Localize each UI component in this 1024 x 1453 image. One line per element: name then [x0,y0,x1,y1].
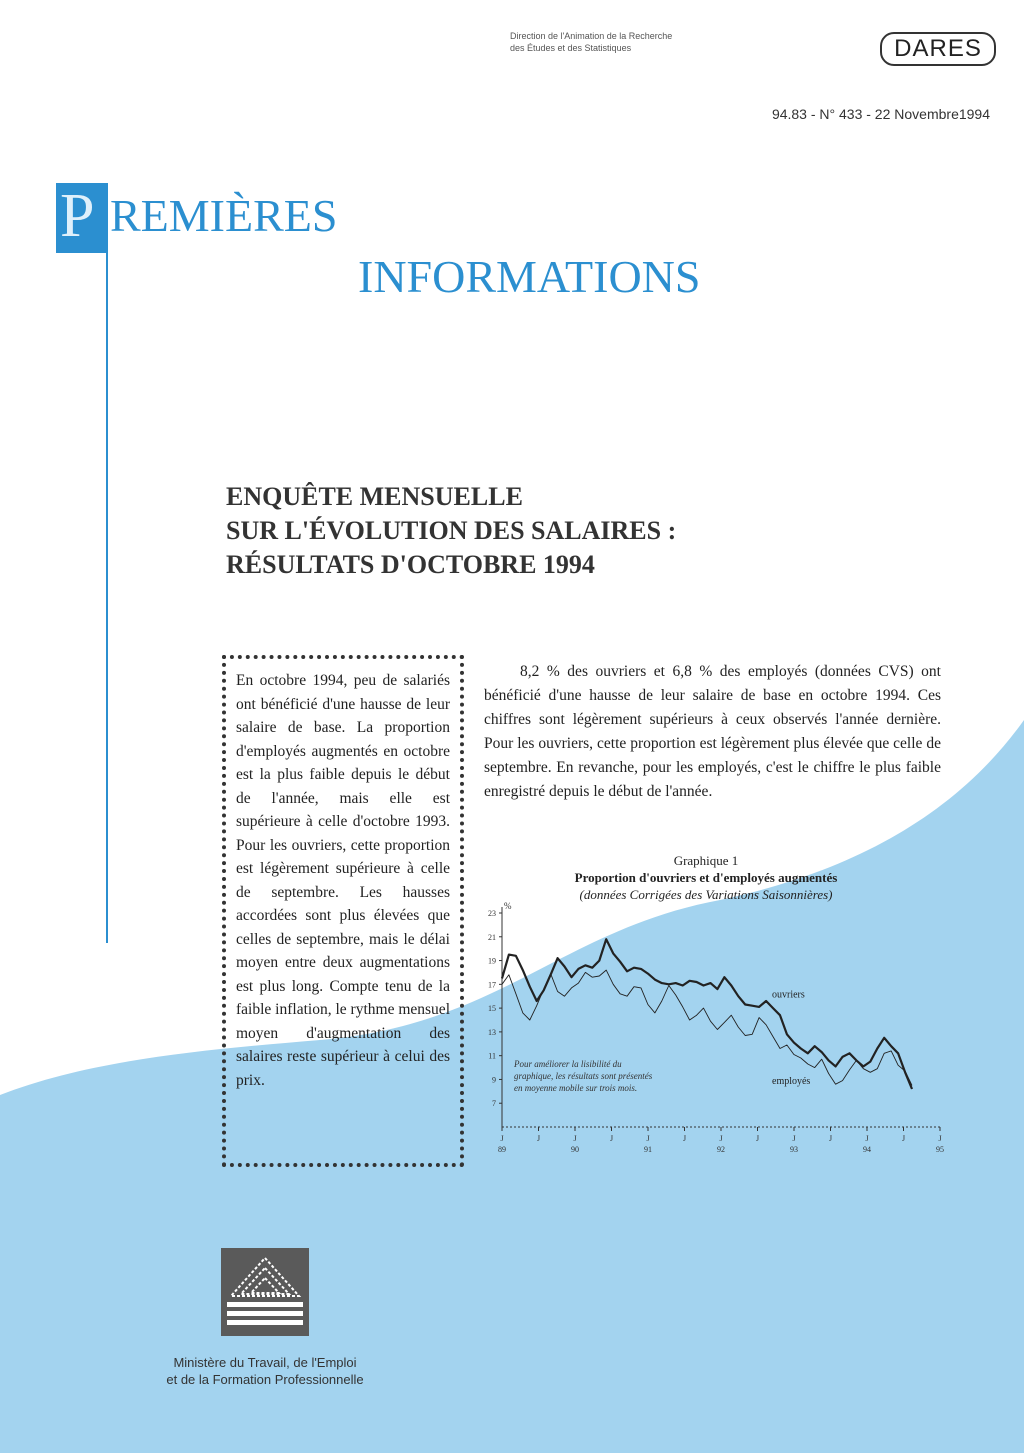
x-tick-month: J [573,1134,577,1143]
x-tick-year: 94 [863,1145,871,1154]
title-rule [106,183,108,943]
x-tick-month: J [646,1134,650,1143]
x-tick-year: 89 [498,1145,506,1154]
title-initial-box [56,183,108,253]
y-axis-label: % [504,901,512,911]
line-chart [480,895,950,1180]
publisher-header [510,30,990,70]
x-tick-month: J [682,1134,687,1143]
x-tick-year: 90 [571,1145,579,1154]
y-tick-label: 7 [492,1099,496,1109]
chart-subtitle: (données Corrigées des Variations Saisonnières) [579,887,833,902]
x-tick-month: J [828,1134,833,1143]
summary-text: En octobre 1994, peu de salariés ont bénéficié d'une hausse de leur salaire de base. La proportion d'employés augmentés en octobre est la plus faible depuis le début de l'année, mais elle est supérieure à celle d'octobre 1993. Pour les ouvriers, cette proportion est légèrement supérieure à celle de septembre. Les hausses accordées sont plus élevées que celles de septembre, mais le délai moyen entre deux augmentations est plus long. Compte tenu de la faible inflation, le rythme mensuel moyen d'augmentation des salaires reste supérieur à celui des prix. [236,672,450,1089]
series-label-employes: employés [772,1076,811,1088]
dares-logo: DARES [880,32,996,66]
series-title-line-1: REMIÈRES [110,190,338,241]
headline-line-2: SUR L'ÉVOLUTION DES SALAIRES : [226,516,677,545]
x-tick-year: 92 [717,1145,725,1154]
body-paragraph: 8,2 % des ouvriers et 6,8 % des employés (données CVS) ont bénéficié d'une hausse de leur salaire de base en octobre 1994. Ces chiffres sont légèrement supérieurs à ceux observés l'année dernière. Pour les ouvriers, cette proportion est légèrement plus élevée que celle de septembre. En revanche, pour les employés, c'est le chiffre le plus faible enregistré depuis le début de l'année. [484,663,941,800]
y-tick-label: 23 [488,909,496,918]
ministry-line-2: et de la Formation Professionnelle [166,1372,364,1387]
x-tick-month: J [719,1134,723,1143]
article-headline [226,480,786,582]
y-tick-label: 11 [488,1051,496,1061]
x-tick-month: J [901,1134,906,1143]
chart-label: Graphique 1 [673,853,739,868]
x-tick-month: J [865,1134,869,1143]
chart-title: Proportion d'ouvriers et d'employés augmentés [574,870,838,885]
x-tick-year: 95 [936,1145,944,1154]
direction-line-1: Direction de l'Animation de la Recherche [510,31,673,41]
summary-box [222,655,464,1167]
y-tick-label: 19 [488,956,496,966]
ministry-line-1: Ministère du Travail, de l'Emploi [173,1355,357,1370]
issue-reference: 94.83 - N° 433 - 22 Novembre1994 [771,106,990,122]
y-tick-label: 15 [488,1004,496,1014]
title-initial-letter: P [60,182,95,250]
direction-line-2: des Études et des Statistiques [510,43,632,53]
x-tick-month: J [792,1134,796,1143]
x-tick-month: J [938,1134,942,1143]
y-tick-label: 21 [488,932,496,942]
x-tick-month: J [500,1134,504,1143]
y-tick-label: 13 [488,1027,496,1037]
x-tick-year: 93 [790,1145,798,1154]
ministry-name [130,1354,400,1388]
ministry-logo [221,1248,309,1336]
series-label-ouvriers: ouvriers [772,989,805,1001]
x-tick-month: J [755,1134,760,1143]
headline-line-3: RÉSULTATS D'OCTOBRE 1994 [226,550,595,579]
publisher-direction [510,30,760,54]
x-tick-year: 91 [644,1145,652,1154]
series-title-line-2: INFORMATIONS [358,251,701,302]
x-tick-month: J [609,1134,614,1143]
headline-line-1: ENQUÊTE MENSUELLE [226,482,523,511]
y-tick-label: 17 [488,980,496,990]
chart-note: Pour améliorer la lisibilité du graphique, les résultats sont présentés en moyenne mobile sur trois mois. [514,1059,653,1093]
x-tick-month: J [536,1134,541,1143]
y-tick-label: 9 [492,1075,496,1085]
